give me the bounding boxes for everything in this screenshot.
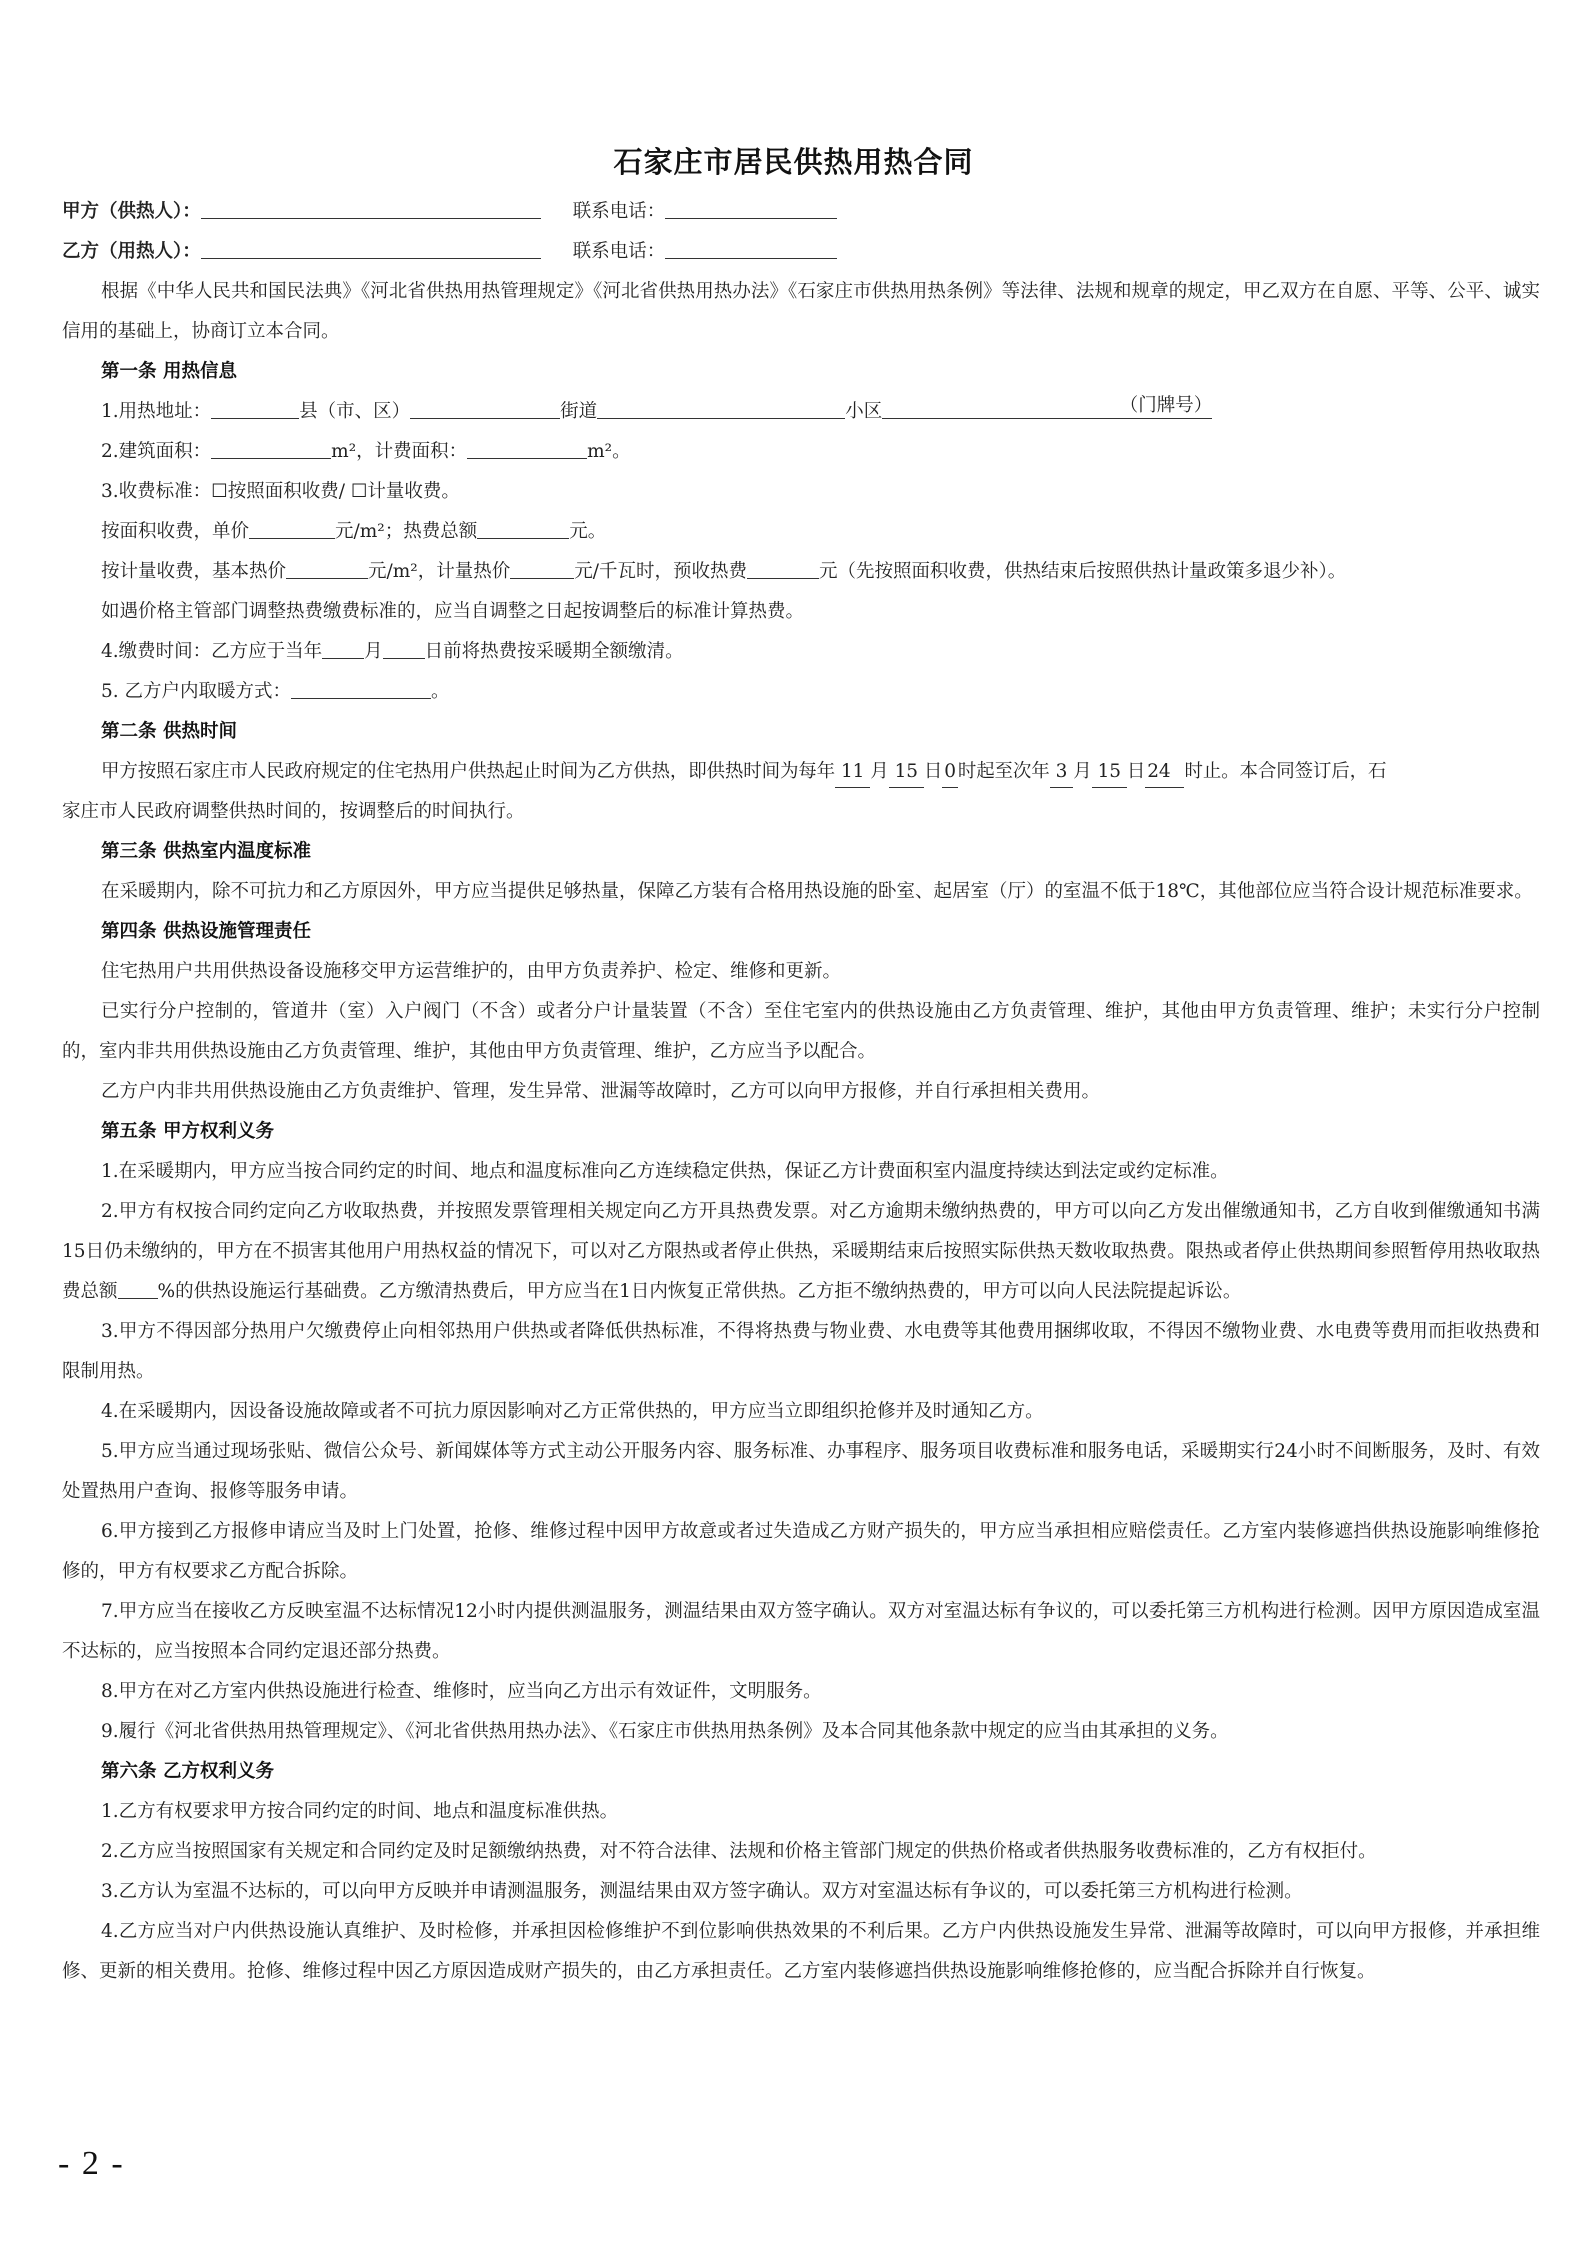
area-line: [62, 432, 1540, 472]
heating-period-line-2: 家庄市人民政府调整供热时间的，按调整后的时间执行。: [62, 801, 525, 822]
article-4-heading: 第四条 供热设施管理责任: [101, 921, 311, 942]
party-a-item-3: 3.甲方不得因部分热用户欠缴费停止向相邻热用户供热或者降低供热标准，不得将热费与物业费、水电费等其他费用捆绑收取，不得因不缴物业费、水电费等费用而拒收热费和限制用热。: [62, 1321, 1540, 1382]
heating-period-continued: 时止。本合同签订后，石: [1184, 761, 1387, 782]
billing-area-field[interactable]: [467, 434, 587, 459]
heating-period-text: 甲方按照石家庄市人民政府规定的住宅热用户供热起止时间为乙方供热，即供热时间为每年: [101, 761, 836, 782]
charge-standard-line[interactable]: 3.收费标准：☐按照面积收费/ ☐计量收费。: [101, 481, 460, 502]
payment-month-field[interactable]: [322, 634, 364, 659]
contract-title: 石家庄市居民供热用热合同: [613, 145, 974, 179]
heating-mode-label: 5. 乙方户内取暖方式：: [101, 681, 292, 702]
doorplate-label: （门牌号）: [1119, 395, 1213, 416]
party-a-item-2: [62, 1192, 1540, 1312]
party-jia-phone-label: 联系电话：: [572, 201, 666, 222]
party-yi-phone-label: 联系电话：: [572, 241, 666, 262]
county-label: 县（市、区）: [299, 401, 411, 422]
party-b-item-2: 2.乙方应当按照国家有关规定和合同约定及时足额缴纳热费，对不符合法律、法规和价格主管部门规定的供热价格或者供热服务收费标准的，乙方有权拒付。: [101, 1841, 1377, 1862]
page-number: - 2 -: [58, 2145, 125, 2182]
heating-mode-end: 。: [431, 681, 450, 702]
article-1-heading: 第一条 用热信息: [101, 361, 237, 382]
facility-paragraph-2: 已实行分户控制的，管道井（室）入户阀门（不含）或者分户计量装置（不含）至住宅室内的供热设施由乙方负责管理、维护，其他由甲方负责管理、维护；未实行分户控制的，室内非共用供热设施由乙方负责管理、维护，其他由甲方负责管理、维护，乙方应当予以配合。: [62, 1001, 1540, 1062]
day-label: 日: [1126, 761, 1146, 782]
party-jia-phone-field[interactable]: [665, 194, 837, 219]
intro-paragraph: 根据《中华人民共和国民法典》《河北省供热用热管理规定》《河北省供热用热办法》《石家庄市供热用热条例》等法律、法规和规章的规定，甲乙双方在自愿、平等、公平、诚实信用的基础上，协商订立本合同。: [62, 281, 1540, 342]
party-b-item-4: 4.乙方应当对户内供热设施认真维护、及时检修，并承担因检修维护不到位影响供热效果的不利后果。乙方户内供热设施发生异常、泄漏等故障时，可以向甲方报修，并承担维修、更新的相关费用。抢修、维修过程中因乙方原因造成财产损失的，由乙方承担责任。乙方室内装修遮挡供热设施影响维修抢修的，应当配合拆除并自行恢复。: [62, 1921, 1540, 1982]
address-label: 1.用热地址：: [101, 401, 212, 422]
party-jia-line: [62, 192, 1540, 232]
facility-paragraph-3: 乙方户内非共用供热设施由乙方负责维护、管理，发生异常、泄漏等故障时，乙方可以向甲方报修，并自行承担相关费用。: [101, 1081, 1101, 1102]
party-a-item-6: 6.甲方接到乙方报修申请应当及时上门处置，抢修、维修过程中因甲方故意或者过失造成乙方财产损失的，甲方应当承担相应赔偿责任。乙方室内装修遮挡供热设施影响维修抢修的，甲方有权要求乙方配合拆除。: [62, 1521, 1540, 1582]
month-label: 月: [1073, 761, 1092, 782]
prepay-field[interactable]: [747, 554, 819, 579]
base-fee-percent-field[interactable]: [118, 1274, 158, 1299]
meter-charge-line: [62, 552, 1540, 592]
article-3-heading: 第三条 供热室内温度标准: [101, 841, 311, 862]
month-label: 月: [870, 761, 889, 782]
party-a-item-2-text-continued: %的供热设施运行基础费。乙方缴清热费后，甲方应当在1日内恢复正常供热。乙方拒不缴纳热费的，甲方可以向人民法院提起诉讼。: [157, 1281, 1242, 1302]
facility-paragraph-1: 住宅热用户共用供热设备设施移交甲方运营维护的，由甲方负责养护、检定、维修和更新。: [101, 961, 842, 982]
prepay-label: 元/千瓦时，预收热费: [574, 561, 747, 582]
start-hour-value[interactable]: 0: [942, 757, 958, 788]
party-a-item-9: 9.履行《河北省供热用热管理规定》、《河北省供热用热办法》、《石家庄市供热用热条例》及本合同其他条款中规定的应当由其承担的义务。: [101, 1721, 1229, 1742]
county-name-field[interactable]: [410, 394, 560, 419]
street-field[interactable]: [597, 394, 845, 419]
end-hour-value[interactable]: 24: [1145, 757, 1184, 788]
article-5-heading: 第五条 甲方权利义务: [101, 1121, 274, 1142]
address-line: [62, 392, 1540, 432]
price-adjust-line: 如遇价格主管部门调整热费缴费标准的，应当自调整之日起按调整后的标准计算热费。: [101, 601, 805, 622]
month-label: 月: [364, 641, 383, 662]
party-yi-label: 乙方（用热人）：: [62, 241, 201, 262]
until-next-year-text: 时起至次年: [957, 761, 1050, 782]
area-unit: m²。: [587, 441, 631, 462]
meter-price-label: 元/m²，计量热价: [368, 561, 511, 582]
total-fee-label: 元/m²；热费总额: [335, 521, 478, 542]
party-jia-name-field[interactable]: [201, 194, 541, 219]
building-area-field[interactable]: [211, 434, 331, 459]
payment-time-label: 4.缴费时间：乙方应于当年: [101, 641, 323, 662]
party-a-item-8: 8.甲方在对乙方室内供热设施进行检查、维修时，应当向乙方出示有效证件，文明服务。: [101, 1681, 822, 1702]
temperature-standard-paragraph: 在采暖期内，除不可抗力和乙方原因外，甲方应当提供足够热量，保障乙方装有合格用热设施的卧室、起居室（厅）的室温不低于18℃，其他部位应当符合设计规范标准要求。: [101, 881, 1533, 902]
party-yi-phone-field[interactable]: [665, 234, 837, 259]
payment-deadline-text: 日前将热费按采暖期全额缴清。: [424, 641, 684, 662]
end-month-value[interactable]: 3: [1050, 757, 1074, 788]
base-price-field[interactable]: [286, 554, 368, 579]
unit-price-label: 按面积收费，单价: [101, 521, 250, 542]
day-label: 日: [923, 761, 943, 782]
party-b-item-3: 3.乙方认为室温不达标的，可以向甲方反映并申请测温服务，测温结果由双方签字确认。双方对室温达标有争议的，可以委托第三方机构进行检测。: [101, 1881, 1303, 1902]
party-a-item-1: 1.在采暖期内，甲方应当按合同约定的时间、地点和温度标准向乙方连续稳定供热，保证乙方计费面积室内温度持续达到法定或约定标准。: [101, 1161, 1229, 1182]
party-a-item-7: 7.甲方应当在接收乙方反映室温不达标情况12小时内提供测温服务，测温结果由双方签字确认。双方对室温达标有争议的，可以委托第三方机构进行检测。因甲方原因造成室温不达标的，应当按照本合同约定退还部分热费。: [62, 1601, 1540, 1662]
meter-price-field[interactable]: [510, 554, 574, 579]
heating-mode-line: [62, 672, 1540, 712]
article-2-heading: 第二条 供热时间: [101, 721, 237, 742]
party-b-item-1: 1.乙方有权要求甲方按合同约定的时间、地点和温度标准供热。: [101, 1801, 619, 1822]
payment-time-line: [62, 632, 1540, 672]
contract-body: [62, 192, 1540, 1992]
area-charge-line: [62, 512, 1540, 552]
heating-period-line: [62, 752, 1540, 792]
community-label: 小区: [845, 401, 883, 422]
prepay-note: 元（先按照面积收费，供热结束后按照供热计量政策多退少补）。: [818, 561, 1347, 582]
unit-price-field[interactable]: [249, 514, 335, 539]
total-fee-field[interactable]: [477, 514, 569, 539]
yuan-label: 元。: [569, 521, 607, 542]
billing-area-label: m²，计费面积：: [331, 441, 468, 462]
party-a-item-4: 4.在采暖期内，因设备设施故障或者不可抗力原因影响对乙方正常供热的，甲方应当立即组织抢修并及时通知乙方。: [101, 1401, 1044, 1422]
party-a-item-5: 5.甲方应当通过现场张贴、微信公众号、新闻媒体等方式主动公开服务内容、服务标准、办事程序、服务项目收费标准和服务电话，采暖期实行24小时不间断服务，及时、有效处置热用户查询、报修等服务申请。: [62, 1441, 1540, 1502]
start-day-value[interactable]: 15: [889, 757, 924, 788]
start-month-value[interactable]: 11: [835, 757, 870, 788]
article-6-heading: 第六条 乙方权利义务: [101, 1761, 274, 1782]
heating-mode-field[interactable]: [291, 674, 431, 699]
county-field[interactable]: [211, 394, 299, 419]
doorplate-field[interactable]: [882, 394, 1212, 419]
party-yi-line: [62, 232, 1540, 272]
payment-day-field[interactable]: [383, 634, 425, 659]
party-jia-label: 甲方（供热人）：: [62, 201, 201, 222]
party-a-item-2-text: 2.甲方有权按合同约定向乙方收取热费，并按照发票管理相关规定向乙方开具热费发票。对乙方逾期未缴纳热费的，甲方可以向乙方发出催缴通知书，乙方自收到催缴通知书满15日仍未缴纳的，甲方在不损害其他用户用热权益的情况下，可以对乙方限热或者停止供热，采暖期结束后按照实际供热天数收取热费。限热或者停止供热期间参照暂停用热收取热费总额: [62, 1201, 1540, 1302]
building-area-label: 2.建筑面积：: [101, 441, 212, 462]
street-label: 街道: [560, 401, 598, 422]
end-day-value[interactable]: 15: [1092, 757, 1127, 788]
party-yi-name-field[interactable]: [201, 234, 541, 259]
base-price-label: 按计量收费，基本热价: [101, 561, 287, 582]
